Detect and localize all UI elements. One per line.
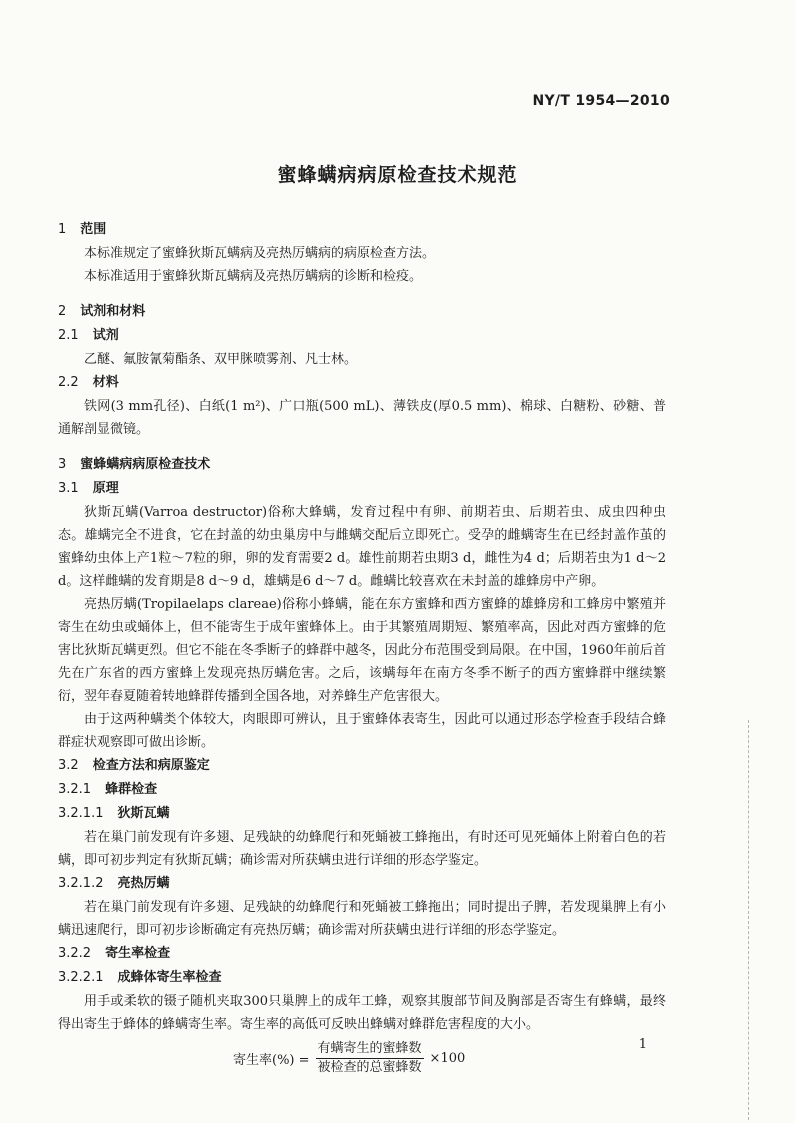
section-heading-3	[58, 453, 666, 477]
section-number: 3.2.1	[58, 782, 92, 797]
section-title: 寄生率检查	[105, 946, 171, 961]
section-title: 亮热厉螨	[117, 876, 170, 891]
scan-edge-line	[748, 720, 749, 1120]
section-title: 检查方法和病原鉴定	[92, 758, 210, 773]
paragraph: 若在巢门前发现有许多翅、足残缺的幼蜂爬行和死蛹被工蜂拖出；同时提出子脾，若发现巢脾上有小螨迅速爬行，即可初步诊断确定有亮热厉螨；确诊需对所获螨虫进行详细的形态学鉴定。	[58, 900, 666, 938]
section-number: 3.2.1.2	[58, 876, 104, 891]
formula-lhs: 寄生率(%) =	[233, 1053, 310, 1068]
section-title: 试剂和材料	[80, 304, 146, 319]
paragraph: 铁网(3 mm孔径)、白纸(1 m²)、广口瓶(500 mL)、薄铁皮(厚0.5 mm)、棉球、白糖粉、砂糖、普通解剖显微镜。	[58, 399, 666, 437]
section-heading-3-2-1	[58, 778, 666, 802]
section-heading-2-2	[58, 371, 666, 395]
section-number: 2	[58, 304, 67, 319]
section-number: 3.2.2	[58, 946, 92, 961]
paragraph: 用手或柔软的镊子随机夹取300只巢脾上的成年工蜂，观察其腹部节间及胸部是否寄生有蜂螨，最终得出寄生于蜂体的蜂螨寄生率。寄生率的高低可反映出蜂螨对蜂群危害程度的大小。	[58, 994, 666, 1032]
section-number: 3.1	[58, 481, 79, 496]
section-heading-3-1	[58, 477, 666, 501]
formula-numerator: 有螨寄生的蜜蜂数	[316, 1040, 424, 1059]
section-number: 3	[58, 457, 67, 472]
paragraph: 由于这两种螨类个体较大，肉眼即可辨认，且于蜜蜂体表寄生，因此可以通过形态学检查手段结合蜂群症状观察即可做出诊断。	[58, 712, 666, 750]
page-number: 1	[638, 1037, 647, 1052]
parasitism-rate-formula	[58, 1040, 666, 1077]
paragraph: 若在巢门前发现有许多翅、足残缺的幼蜂爬行和死蛹被工蜂拖出，有时还可见死蛹体上附着白色的若螨，即可初步判定有狄斯瓦螨；确诊需对所获螨虫进行详细的形态学鉴定。	[58, 830, 666, 868]
section-title: 范围	[80, 222, 107, 237]
section-title: 材料	[92, 375, 119, 390]
section-heading-1	[58, 218, 666, 242]
section-title: 狄斯瓦螨	[117, 806, 170, 821]
section-title: 蜂群检查	[105, 782, 158, 797]
section-number: 2.2	[58, 375, 79, 390]
document-body	[58, 218, 666, 1077]
section-heading-2-1	[58, 324, 666, 348]
section-title: 成蜂体寄生率检查	[117, 970, 222, 985]
section-heading-3-2-1-1	[58, 802, 666, 826]
formula-fraction	[316, 1040, 424, 1077]
paragraph: 本标准规定了蜜蜂狄斯瓦螨病及亮热厉螨病的病原检查方法。	[84, 246, 436, 261]
section-title: 试剂	[92, 328, 119, 343]
paragraph: 本标准适用于蜜蜂狄斯瓦螨病及亮热厉螨病的诊断和检疫。	[84, 269, 423, 284]
section-heading-3-2-2-1	[58, 966, 666, 990]
section-heading-2	[58, 300, 666, 324]
paragraph: 乙醚、氟胺氰菊酯条、双甲脒喷雾剂、凡士林。	[84, 352, 358, 367]
section-number: 3.2.2.1	[58, 970, 104, 985]
standard-code: NY/T 1954—2010	[532, 93, 670, 109]
formula-rhs: ×100	[429, 1051, 466, 1066]
paragraph: 狄斯瓦螨(Varroa destructor)俗称大蜂螨，发育过程中有卵、前期若虫、后期若虫、成虫四种虫态。雄螨完全不进食，它在封盖的幼虫巢房中与雌螨交配后立即死亡。受孕的雌螨寄生在已经封盖作茧的蜜蜂幼虫体上产1粒～7粒的卵，卵的发育需要2 d。雄性前期若虫期3 d，雌性为4 d；后期若虫为1 d～2 d。这样雌螨的发育期是8 d～9 d，雄螨是6 d～7 d。雌螨比较喜欢在未封盖的雄蜂房中产卵。	[58, 505, 666, 589]
section-number: 3.2.1.1	[58, 806, 104, 821]
section-number: 1	[58, 222, 67, 237]
section-number: 2.1	[58, 328, 79, 343]
section-title: 原理	[92, 481, 119, 496]
section-heading-3-2-1-2	[58, 872, 666, 896]
page-title: 蜜蜂螨病病原检查技术规范	[277, 164, 518, 186]
section-title: 蜜蜂螨病病原检查技术	[80, 457, 211, 472]
section-number: 3.2	[58, 758, 79, 773]
section-heading-3-2-2	[58, 942, 666, 966]
paragraph: 亮热厉螨(Tropilaelaps clareae)俗称小蜂螨，能在东方蜜蜂和西方蜜蜂的雄蜂房和工蜂房中繁殖并寄生在幼虫或蛹体上，但不能寄生于成年蜜蜂体上。由于其繁殖周期短、繁殖率高，因此对西方蜜蜂的危害比狄斯瓦螨更烈。但它不能在冬季断子的蜂群中越冬，因此分布范围受到局限。在中国，1960年前后首先在广东省的西方蜜蜂上发现亮热厉螨危害。之后，该螨每年在南方冬季不断子的西方蜜蜂群中继续繁衍，翌年春夏随着转地蜂群传播到全国各地，对养蜂生产危害很大。	[58, 597, 666, 704]
section-heading-3-2	[58, 754, 666, 778]
formula-denominator: 被检查的总蜜蜂数	[317, 1060, 422, 1075]
